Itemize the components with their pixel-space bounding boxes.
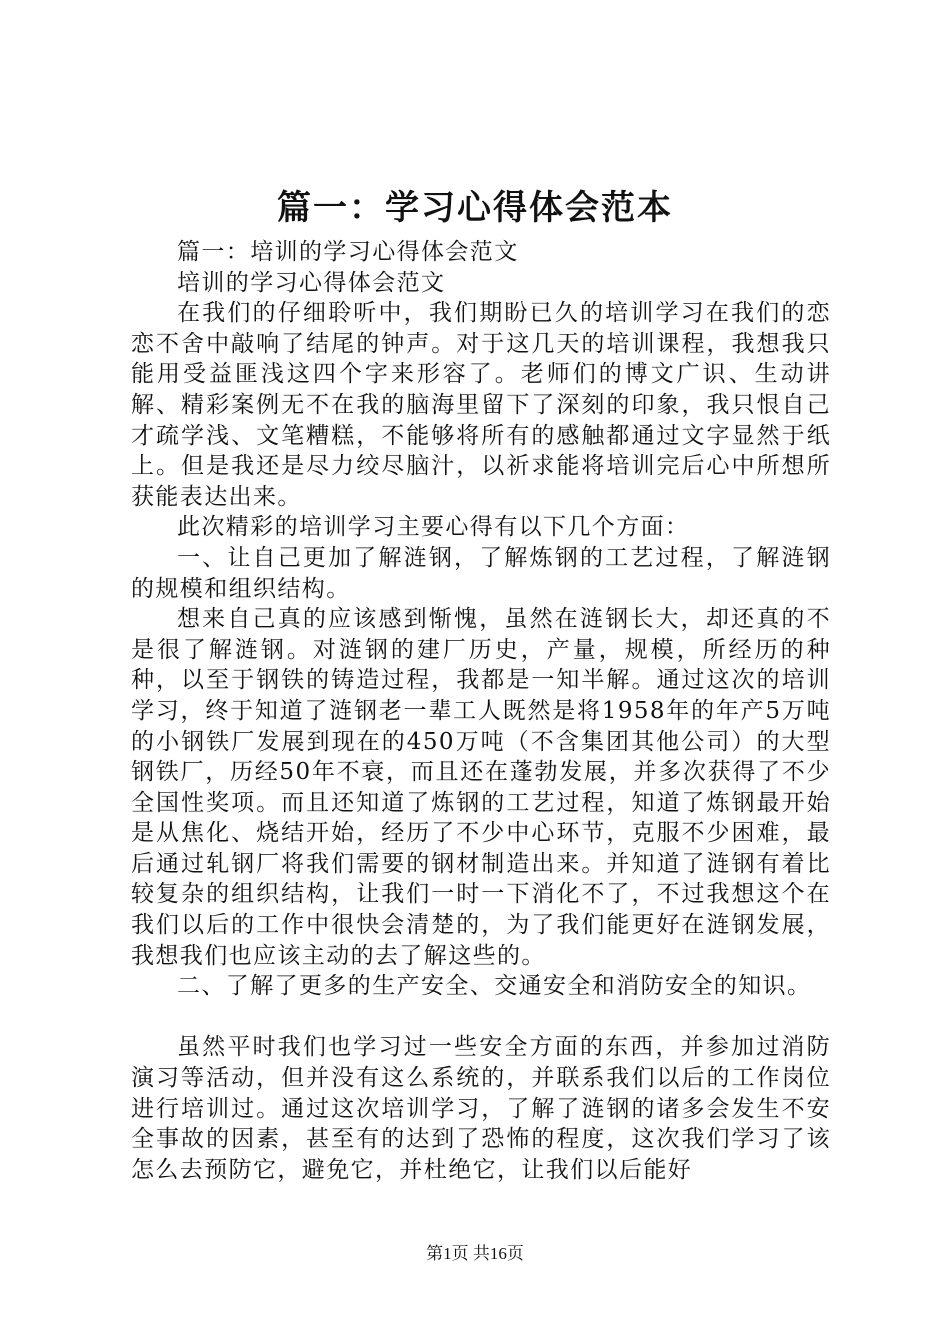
- paragraph-heading: 培训的学习心得体会范文: [177, 269, 446, 296]
- page-number: 第1页: [426, 1244, 469, 1263]
- page-total: 共16页: [472, 1244, 524, 1263]
- paragraph-intro: 在我们的仔细聆听中，我们期盼已久的培训学习在我们的恋恋不舍中敲响了结尾的钟声。对于这几天的培训课程，我想我只能用受益匪浅这四个字来形容了。老师们的博文广识、生动讲解、精彩案例无不在我的脑海里留下了深刻的印象，我只恨自己才疏学浅、文笔糟糕，不能够将所有的感触都通过文字显然于纸上。但是我还是尽力绞尽脑汁，以祈求能将培训完后心中所想所获能表达出来。: [131, 300, 831, 510]
- page-footer: [0, 1242, 950, 1266]
- paragraph-spacer: [131, 1002, 831, 1033]
- document-title: 篇一：学习心得体会范本: [277, 188, 673, 228]
- paragraph-point-one-body: 想来自己真的应该感到惭愧，虽然在涟钢长大，却还真的不是很了解涟钢。对涟钢的建厂历史，产量，规模，所经历的种种，以至于钢铁的铸造过程，我都是一知半解。通过这次的培训学习，终于知道了涟钢老一辈工人既然是将1958年的年产5万吨的小钢铁厂发展到现在的450万吨（不含集团其他公司）的大型钢铁厂，历经50年不衰，而且还在蓬勃发展，并多次获得了不少全国性奖项。而且还知道了炼钢的工艺过程，知道了炼钢最开始是从焦化、烧结开始，经历了不少中心环节，克服不少困难，最后通过轧钢厂将我们需要的钢材制造出来。并知道了涟钢有着比较复杂的组织结构，让我们一时一下消化不了，不过我想这个在我们以后的工作中很快会清楚的，为了我们能更好在涟钢发展，我想我们也应该主动的去了解这些的。: [131, 606, 831, 969]
- paragraph-point-two-body: 虽然平时我们也学习过一些安全方面的东西，并参加过消防演习等活动，但并没有这么系统的，并联系我们以后的工作岗位进行培训过。通过这次培训学习，了解了涟钢的诸多会发生不安全事故的因素，甚至有的达到了恐怖的程度，这次我们学习了该怎么去预防它，避免它，并杜绝它，让我们以后能好: [131, 1034, 831, 1183]
- paragraph-summary-lead: 此次精彩的培训学习主要心得有以下几个方面：: [177, 514, 690, 541]
- paragraph-point-one: 一、让自己更加了解涟钢，了解炼钢的工艺过程，了解涟钢的规模和组织结构。: [131, 544, 831, 602]
- paragraph-subtitle: 篇一：培训的学习心得体会范文: [177, 239, 519, 265]
- document-body: [131, 237, 831, 1185]
- paragraph-point-two: 二、了解了更多的生产安全、交通安全和消防安全的知识。: [177, 973, 812, 1000]
